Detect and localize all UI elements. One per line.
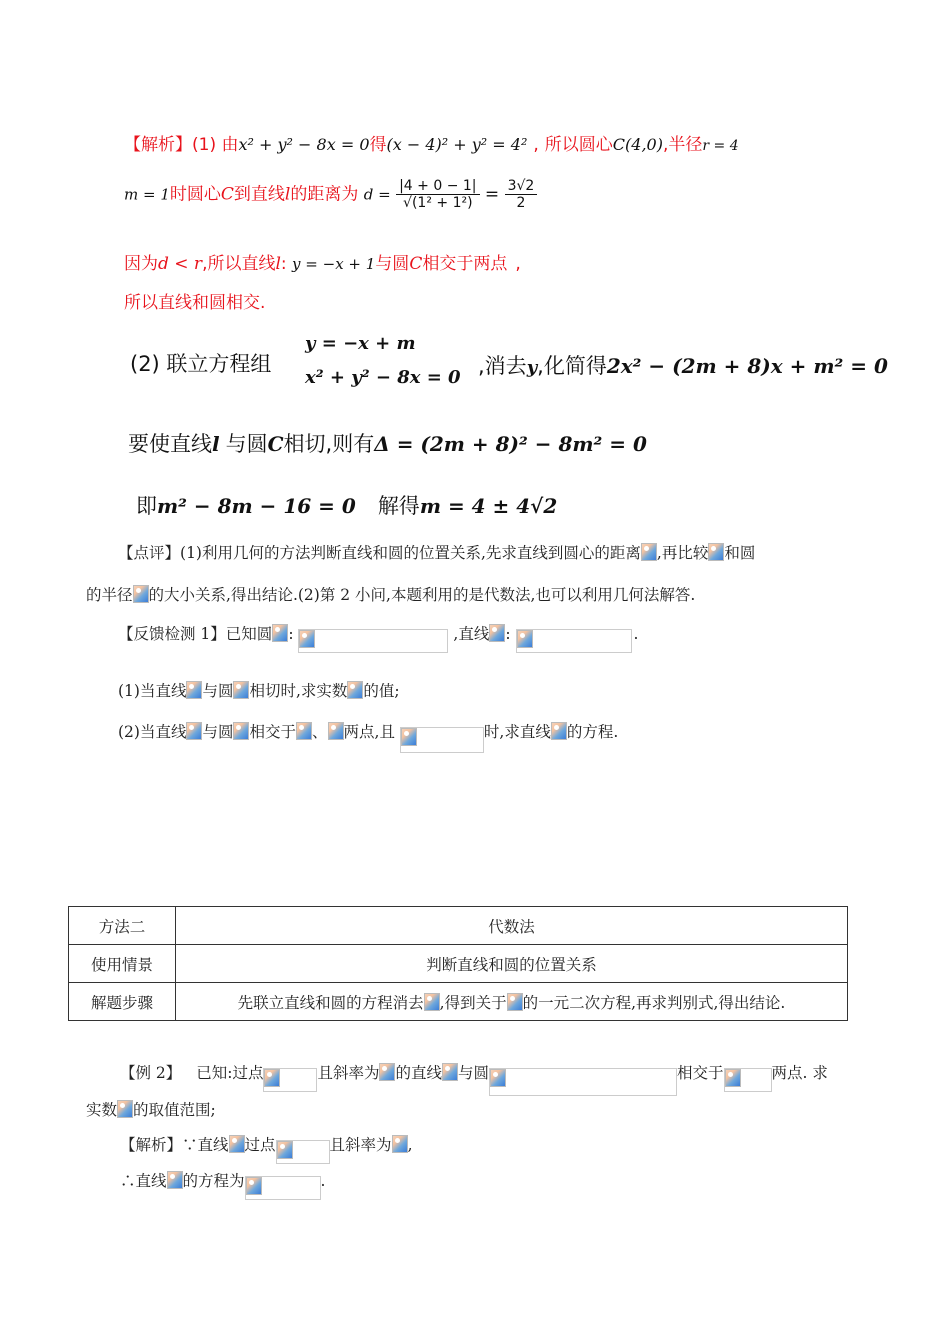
part2-label: (2) 联立方程组 <box>130 352 272 376</box>
formula-image-box <box>724 1068 772 1092</box>
formula-image-icon <box>272 624 288 642</box>
analysis-line-2: m = 1时圆心C到直线l的距离为 d = $\frac{|4 + 0 - 1|}{\text{√(1² + 1²)}}$ = $\frac{3√2}{2}$ <box>124 178 537 211</box>
formula-image-box <box>298 629 448 653</box>
formula-image-icon <box>117 1100 133 1118</box>
table-cell-content: 代数法 <box>176 907 848 945</box>
table-cell-content: 先联立直线和圆的方程消去 ,得到关于 的一元二次方程,再求判别式,得出结论. <box>176 983 848 1021</box>
analysis-line-3: 因为d < r,所以直线l: y = −x + 1与圆C相交于两点 , <box>124 254 521 274</box>
formula-image-icon <box>233 681 249 699</box>
formula-image-icon <box>233 722 249 740</box>
formula-image-icon <box>401 728 417 746</box>
comment-line-1: 【点评】(1)利用几何的方法判断直线和圆的位置关系,先求直线到圆心的距离 ,再比较 和圆 <box>118 544 756 562</box>
system-eq-1: y = −x + m <box>305 333 416 354</box>
formula-image-icon <box>296 722 312 740</box>
formula-image-icon <box>708 543 724 561</box>
example2-solution-line-2: ∴直线 的方程为 . <box>120 1169 325 1200</box>
formula-image-icon <box>490 1069 506 1087</box>
table-cell-label: 方法二 <box>69 907 176 945</box>
comment-line-2: 的半径 的大小关系,得出结论.(2)第 2 小问,本题利用的是代数法,也可以利用几何法解答. <box>86 586 696 604</box>
feedback-question-2: (2)当直线 与圆 相交于 、 两点,且 时,求直线 的方程. <box>118 720 618 753</box>
method-table <box>68 906 848 1021</box>
formula-image-icon <box>725 1069 741 1087</box>
table-row <box>69 983 848 1021</box>
formula-image-box <box>276 1140 330 1164</box>
formula-image-icon <box>424 993 440 1011</box>
table-cell-label: 解题步骤 <box>69 983 176 1021</box>
formula-image-icon <box>442 1063 458 1081</box>
distance-fraction: $\frac{|4 + 0 - 1|}{\text{√(1² + 1²)}}$ <box>396 178 479 211</box>
formula-image-icon <box>133 585 149 603</box>
solution-tag: 【解析】 <box>120 1136 183 1154</box>
example2-line-2: 实数 的取值范围; <box>86 1101 216 1119</box>
distance-value-fraction: $\frac{3√2}{2}$ <box>505 178 538 211</box>
example2-solution-line-1: 【解析】∵直线 过点 且斜率为 , <box>120 1133 413 1164</box>
analysis-line-1: 【解析】(1) 由x² + y² − 8x = 0得(x − 4)² + y² = 4² , 所以圆心C(4,0),半径r = 4 <box>124 135 739 155</box>
formula-image-box <box>400 727 484 753</box>
feedback-question-1: (1)当直线 与圆 相切时,求实数 的值; <box>118 682 400 700</box>
formula-image-icon <box>517 630 533 648</box>
formula-image-icon <box>379 1063 395 1081</box>
formula-image-icon <box>246 1177 262 1195</box>
formula-image-icon <box>347 681 363 699</box>
formula-image-icon <box>277 1141 293 1159</box>
formula-image-icon <box>186 722 202 740</box>
formula-image-icon <box>299 630 315 648</box>
example2-tag: 【例 2】 <box>120 1064 182 1082</box>
formula-image-icon <box>507 993 523 1011</box>
formula-image-icon <box>489 624 505 642</box>
feedback-tag: 【反馈检测 1】 <box>118 625 226 643</box>
formula-image-box <box>489 1068 677 1096</box>
formula-image-icon <box>264 1069 280 1087</box>
analysis-line-4: 所以直线和圆相交. <box>124 293 266 313</box>
formula-image-icon <box>641 543 657 561</box>
system-eq-2: x² + y² − 8x = 0 <box>305 367 461 388</box>
table-row <box>69 945 848 983</box>
example2-line-1: 【例 2】 已知:过点 且斜率为 的直线 与圆 相交于 两点. 求 <box>120 1061 828 1096</box>
feedback-line: 【反馈检测 1】已知圆 : ,直线 : . <box>118 622 638 653</box>
analysis-tag: 【解析】 <box>124 135 192 155</box>
comment-tag: 【点评】 <box>118 544 181 562</box>
formula-image-icon <box>392 1135 408 1153</box>
table-cell-content: 判断直线和圆的位置关系 <box>176 945 848 983</box>
formula-image-icon <box>229 1135 245 1153</box>
table-row <box>69 907 848 945</box>
solve-line: 即m² − 8m − 16 = 0 解得m = 4 ± 4√2 <box>136 494 558 518</box>
formula-image-icon <box>186 681 202 699</box>
formula-image-icon <box>328 722 344 740</box>
formula-image-icon <box>167 1171 183 1189</box>
part2-tail: ,消去y,化简得2x² − (2m + 8)x + m² = 0 <box>478 354 888 378</box>
table-cell-label: 使用情景 <box>69 945 176 983</box>
formula-image-box <box>263 1068 317 1092</box>
formula-image-box <box>516 629 632 653</box>
formula-image-icon <box>551 722 567 740</box>
formula-image-box <box>245 1176 321 1200</box>
tangent-line: 要使直线l 与圆C相切,则有Δ = (2m + 8)² − 8m² = 0 <box>128 432 647 456</box>
